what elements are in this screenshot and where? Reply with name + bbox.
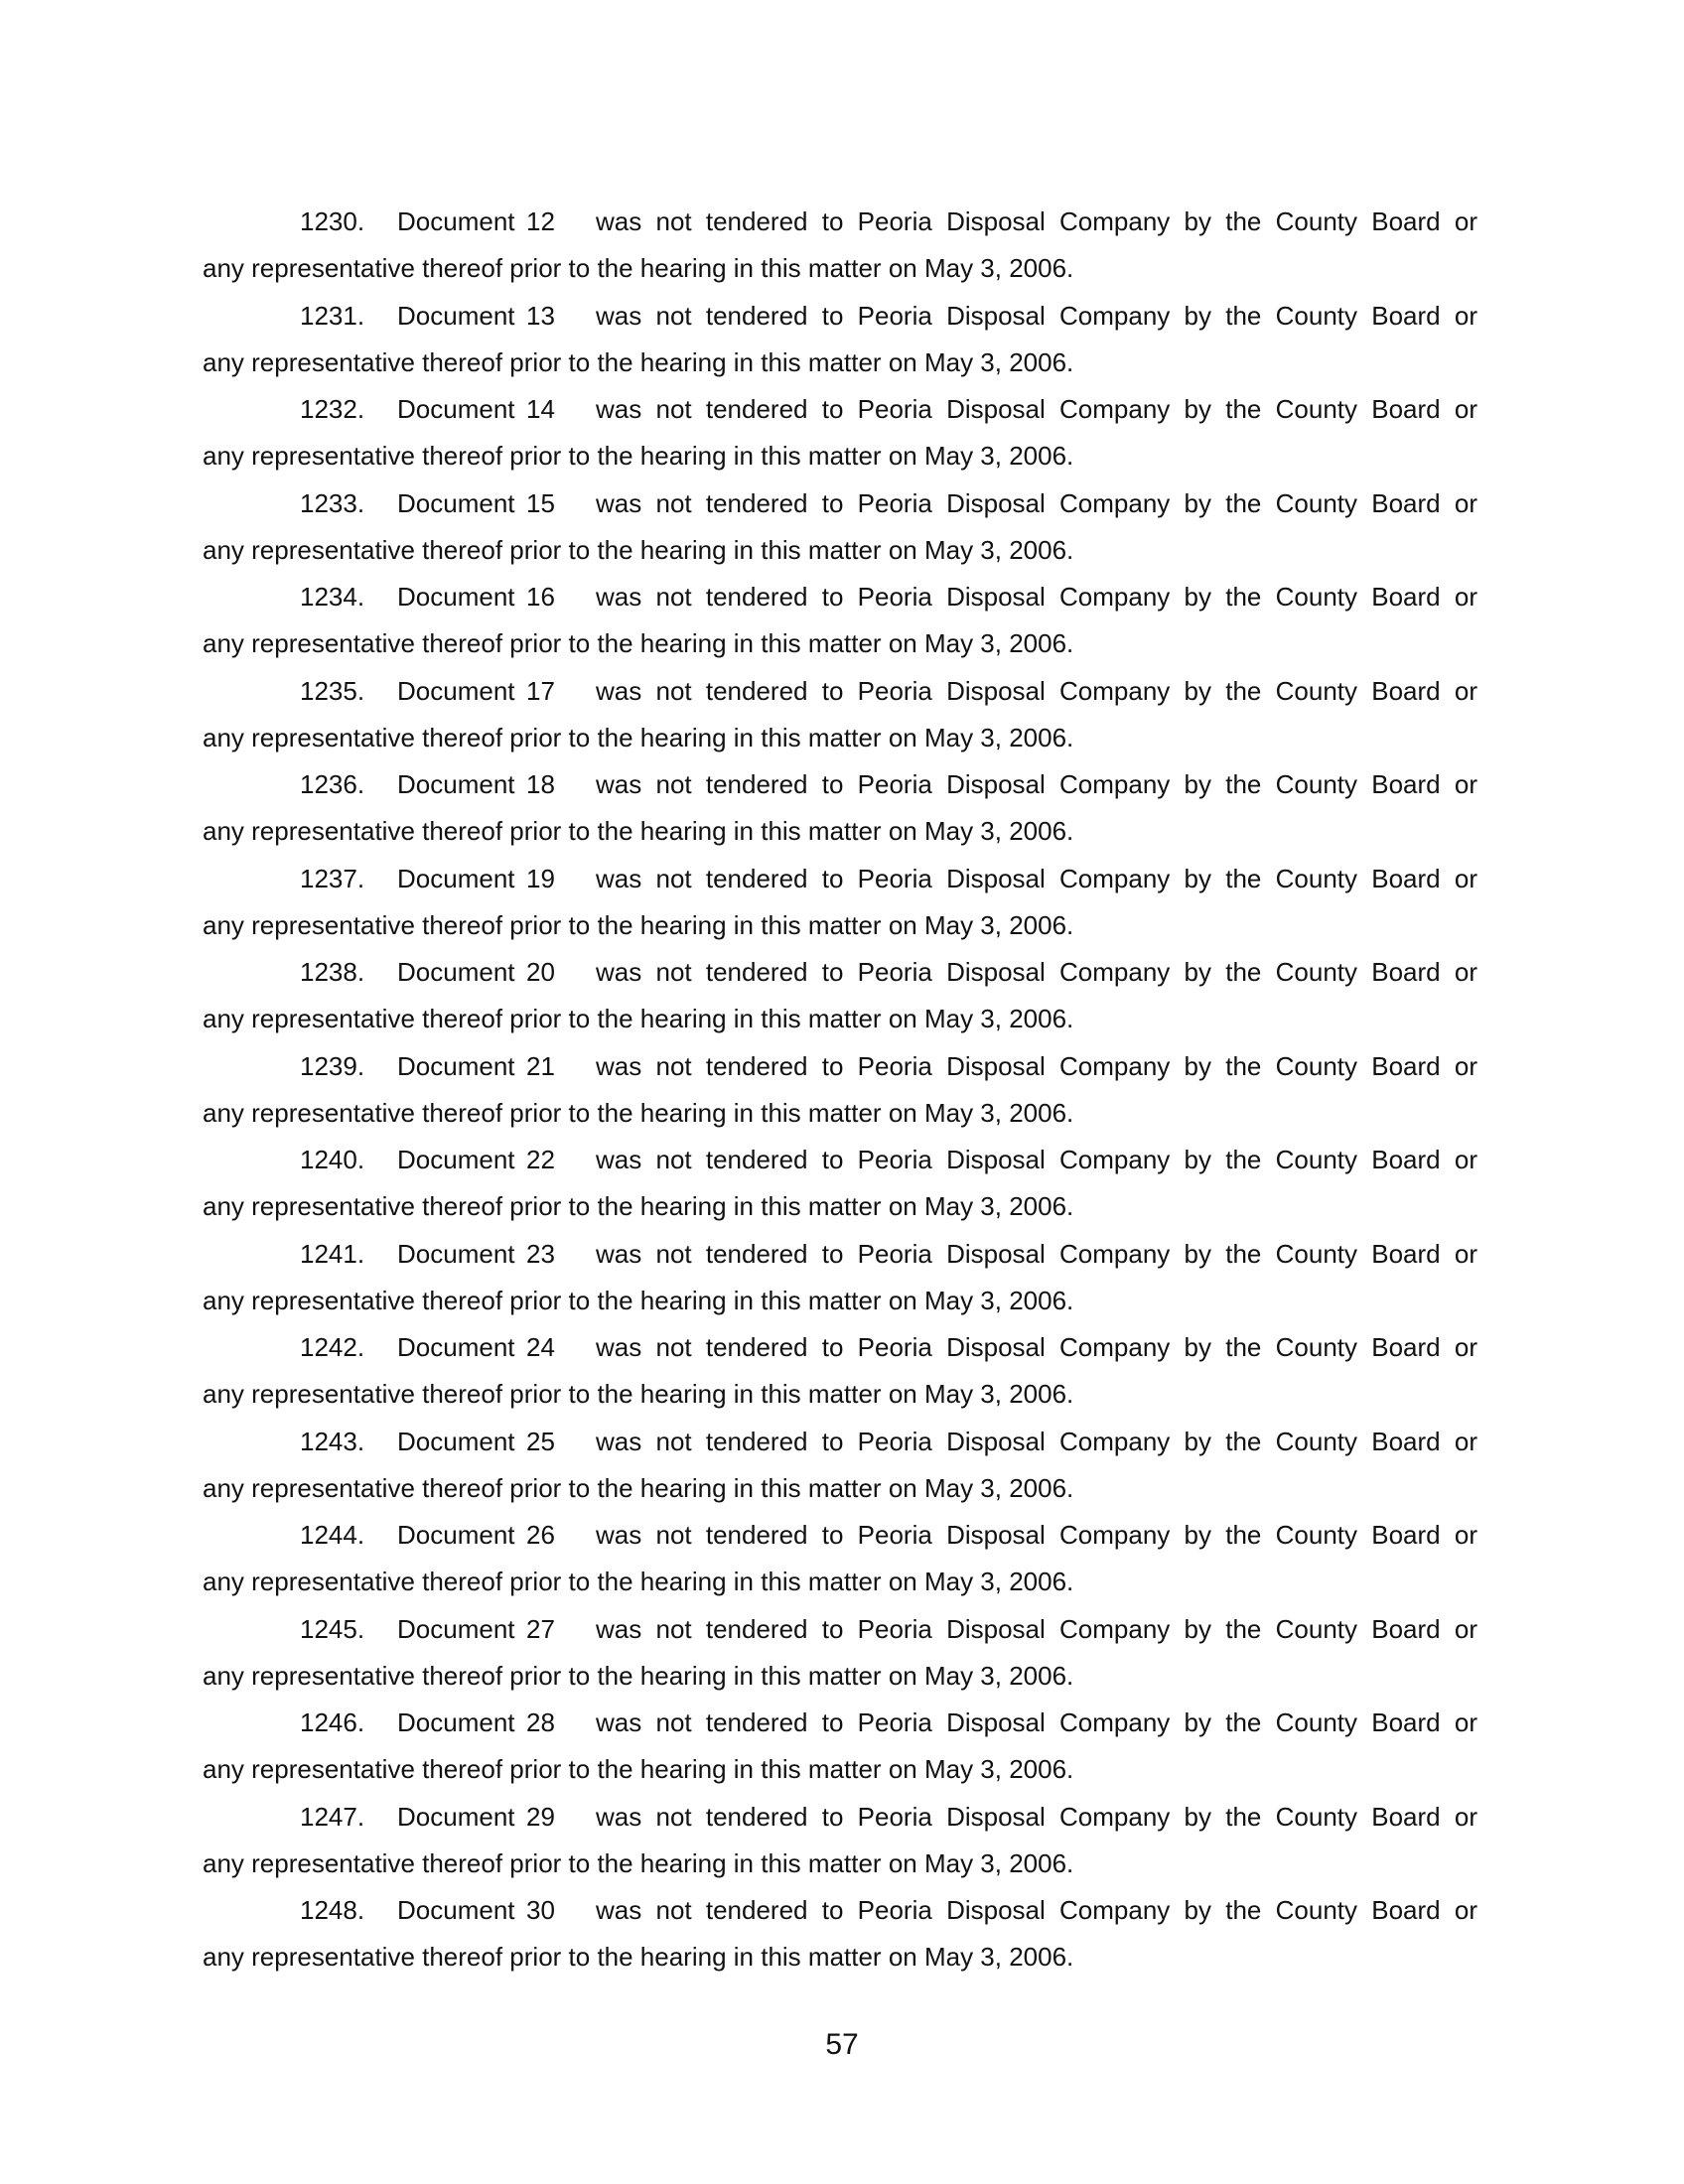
paragraph-line-2-text: any representative thereof prior to the hearing in this matter on May 3, 2006. (203, 1847, 1074, 1878)
paragraph-line-2-text: any representative thereof prior to the hearing in this matter on May 3, 2006. (203, 253, 1074, 283)
document-number: 16 (526, 582, 555, 612)
paragraph-line-1-text: was not tendered to Peoria Disposal Company by the County Board or (596, 1050, 1477, 1081)
document-label: Document (397, 300, 515, 331)
paragraph-number: 1231. (300, 300, 365, 331)
page-number: 57 (825, 2028, 859, 2061)
document-label: Document (397, 582, 515, 612)
paragraph-number: 1239. (300, 1050, 365, 1081)
numbered-paragraph (203, 293, 1477, 387)
paragraph-number: 1241. (300, 1238, 365, 1269)
paragraph-line-1-text: was not tendered to Peoria Disposal Company by the County Board or (596, 1238, 1477, 1269)
numbered-paragraph (203, 1887, 1477, 1981)
paragraph-line-1-text: was not tendered to Peoria Disposal Company by the County Board or (596, 582, 1477, 612)
paragraph-first-line (203, 1700, 1477, 1746)
document-number: 19 (526, 863, 555, 893)
document-number: 15 (526, 487, 555, 518)
document-number: 18 (526, 769, 555, 799)
paragraph-first-line (203, 199, 1477, 245)
paragraph-first-line (203, 761, 1477, 808)
paragraph-line-1-text: was not tendered to Peoria Disposal Company by the County Board or (596, 1895, 1477, 1925)
document-number: 24 (526, 1332, 555, 1362)
document-label: Document (397, 394, 515, 424)
paragraph-line-2-text: any representative thereof prior to the hearing in this matter on May 3, 2006. (203, 1754, 1074, 1784)
document-number: 26 (526, 1520, 555, 1550)
paragraph-first-line (203, 668, 1477, 715)
paragraph-first-line (203, 1887, 1477, 1934)
numbered-paragraph (203, 949, 1477, 1043)
document-number: 29 (526, 1801, 555, 1832)
paragraph-line-2-text: any representative thereof prior to the hearing in this matter on May 3, 2006. (203, 1097, 1074, 1128)
document-number: 20 (526, 957, 555, 987)
numbered-paragraph (203, 761, 1477, 856)
paragraph-line-2-text: any representative thereof prior to the hearing in this matter on May 3, 2006. (203, 816, 1074, 846)
numbered-paragraph (203, 1231, 1477, 1325)
numbered-paragraph (203, 1512, 1477, 1606)
paragraph-number: 1232. (300, 394, 365, 424)
paragraph-number: 1235. (300, 675, 365, 706)
paragraph-line-2-text: any representative thereof prior to the hearing in this matter on May 3, 2006. (203, 534, 1074, 565)
paragraph-number: 1243. (300, 1426, 365, 1456)
paragraph-first-line (203, 1324, 1477, 1371)
paragraph-line-1-text: was not tendered to Peoria Disposal Company by the County Board or (596, 1426, 1477, 1456)
paragraph-number: 1236. (300, 769, 365, 799)
paragraph-first-line (203, 1231, 1477, 1278)
numbered-paragraph (203, 1794, 1477, 1888)
document-label: Document (397, 1426, 515, 1456)
document-label: Document (397, 1238, 515, 1269)
numbered-paragraph (203, 1419, 1477, 1513)
paragraph-line-1-text: was not tendered to Peoria Disposal Company by the County Board or (596, 675, 1477, 706)
paragraph-number: 1245. (300, 1613, 365, 1644)
numbered-paragraph (203, 856, 1477, 950)
document-number: 25 (526, 1426, 555, 1456)
paragraph-first-line (203, 1137, 1477, 1183)
paragraph-first-line (203, 386, 1477, 433)
document-number: 21 (526, 1050, 555, 1081)
document-number: 28 (526, 1707, 555, 1737)
numbered-paragraph (203, 574, 1477, 668)
paragraph-first-line (203, 1794, 1477, 1841)
paragraph-line-2-text: any representative thereof prior to the hearing in this matter on May 3, 2006. (203, 1379, 1074, 1409)
paragraph-line-1-text: was not tendered to Peoria Disposal Company by the County Board or (596, 1332, 1477, 1362)
paragraph-line-2-text: any representative thereof prior to the hearing in this matter on May 3, 2006. (203, 628, 1074, 658)
paragraph-number: 1246. (300, 1707, 365, 1737)
document-number: 27 (526, 1613, 555, 1644)
paragraph-line-1-text: was not tendered to Peoria Disposal Company by the County Board or (596, 1707, 1477, 1737)
paragraph-first-line (203, 293, 1477, 340)
paragraph-number: 1242. (300, 1332, 365, 1362)
paragraph-line-2-text: any representative thereof prior to the hearing in this matter on May 3, 2006. (203, 1191, 1074, 1221)
paragraph-first-line (203, 1419, 1477, 1465)
paragraph-line-2-text: any representative thereof prior to the hearing in this matter on May 3, 2006. (203, 722, 1074, 752)
document-label: Document (397, 863, 515, 893)
paragraph-line-1-text: was not tendered to Peoria Disposal Company by the County Board or (596, 394, 1477, 424)
paragraph-number: 1244. (300, 1520, 365, 1550)
paragraph-line-2-text: any representative thereof prior to the hearing in this matter on May 3, 2006. (203, 1285, 1074, 1315)
paragraph-number: 1248. (300, 1895, 365, 1925)
paragraph-line-1-text: was not tendered to Peoria Disposal Company by the County Board or (596, 1613, 1477, 1644)
document-label: Document (397, 957, 515, 987)
document-label: Document (397, 206, 515, 236)
numbered-paragraph (203, 1606, 1477, 1701)
document-label: Document (397, 1050, 515, 1081)
paragraph-number: 1247. (300, 1801, 365, 1832)
document-label: Document (397, 1707, 515, 1737)
document-label: Document (397, 1613, 515, 1644)
document-label: Document (397, 1895, 515, 1925)
document-label: Document (397, 1801, 515, 1832)
document-number: 17 (526, 675, 555, 706)
paragraph-first-line (203, 480, 1477, 527)
paragraph-line-1-text: was not tendered to Peoria Disposal Company by the County Board or (596, 769, 1477, 799)
paragraph-line-1-text: was not tendered to Peoria Disposal Company by the County Board or (596, 957, 1477, 987)
paragraph-number: 1238. (300, 957, 365, 987)
paragraph-first-line (203, 1043, 1477, 1090)
document-label: Document (397, 1145, 515, 1174)
paragraph-line-2-text: any representative thereof prior to the hearing in this matter on May 3, 2006. (203, 346, 1074, 377)
paragraph-first-line (203, 1606, 1477, 1653)
paragraph-line-2-text: any representative thereof prior to the hearing in this matter on May 3, 2006. (203, 1567, 1074, 1596)
numbered-paragraph (203, 480, 1477, 575)
paragraph-first-line (203, 856, 1477, 902)
paragraph-line-2-text: any representative thereof prior to the hearing in this matter on May 3, 2006. (203, 1472, 1074, 1503)
document-number: 30 (526, 1895, 555, 1925)
paragraph-line-1-text: was not tendered to Peoria Disposal Company by the County Board or (596, 1145, 1477, 1174)
paragraph-number: 1234. (300, 582, 365, 612)
document-label: Document (397, 1520, 515, 1550)
paragraph-first-line (203, 949, 1477, 996)
document-number: 13 (526, 300, 555, 331)
paragraph-line-2-text: any representative thereof prior to the hearing in this matter on May 3, 2006. (203, 1660, 1074, 1691)
numbered-paragraph (203, 668, 1477, 762)
paragraph-first-line (203, 1512, 1477, 1559)
document-number: 23 (526, 1238, 555, 1269)
paragraph-line-1-text: was not tendered to Peoria Disposal Company by the County Board or (596, 1801, 1477, 1832)
document-label: Document (397, 1332, 515, 1362)
numbered-paragraph (203, 1700, 1477, 1794)
paragraph-number: 1237. (300, 863, 365, 893)
paragraph-number: 1230. (300, 206, 365, 236)
paragraph-line-1-text: was not tendered to Peoria Disposal Company by the County Board or (596, 206, 1477, 236)
numbered-paragraph (203, 1137, 1477, 1231)
paragraph-line-1-text: was not tendered to Peoria Disposal Company by the County Board or (596, 487, 1477, 518)
paragraph-number: 1240. (300, 1145, 365, 1174)
paragraph-line-1-text: was not tendered to Peoria Disposal Company by the County Board or (596, 863, 1477, 893)
numbered-paragraph (203, 199, 1477, 293)
paragraph-line-2-text: any representative thereof prior to the hearing in this matter on May 3, 2006. (203, 909, 1074, 940)
document-number: 12 (526, 206, 555, 236)
paragraph-list (203, 199, 1477, 1981)
paragraph-first-line (203, 574, 1477, 620)
paragraph-line-1-text: was not tendered to Peoria Disposal Company by the County Board or (596, 300, 1477, 331)
paragraph-line-2-text: any representative thereof prior to the hearing in this matter on May 3, 2006. (203, 441, 1074, 471)
paragraph-line-2-text: any representative thereof prior to the hearing in this matter on May 3, 2006. (203, 1004, 1074, 1033)
numbered-paragraph (203, 1324, 1477, 1419)
document-label: Document (397, 487, 515, 518)
paragraph-line-2-text: any representative thereof prior to the hearing in this matter on May 3, 2006. (203, 1942, 1074, 1972)
document-number: 22 (526, 1145, 555, 1174)
document-number: 14 (526, 394, 555, 424)
numbered-paragraph (203, 1043, 1477, 1138)
paragraph-number: 1233. (300, 487, 365, 518)
document-label: Document (397, 675, 515, 706)
numbered-paragraph (203, 386, 1477, 480)
paragraph-line-1-text: was not tendered to Peoria Disposal Company by the County Board or (596, 1520, 1477, 1550)
document-label: Document (397, 769, 515, 799)
